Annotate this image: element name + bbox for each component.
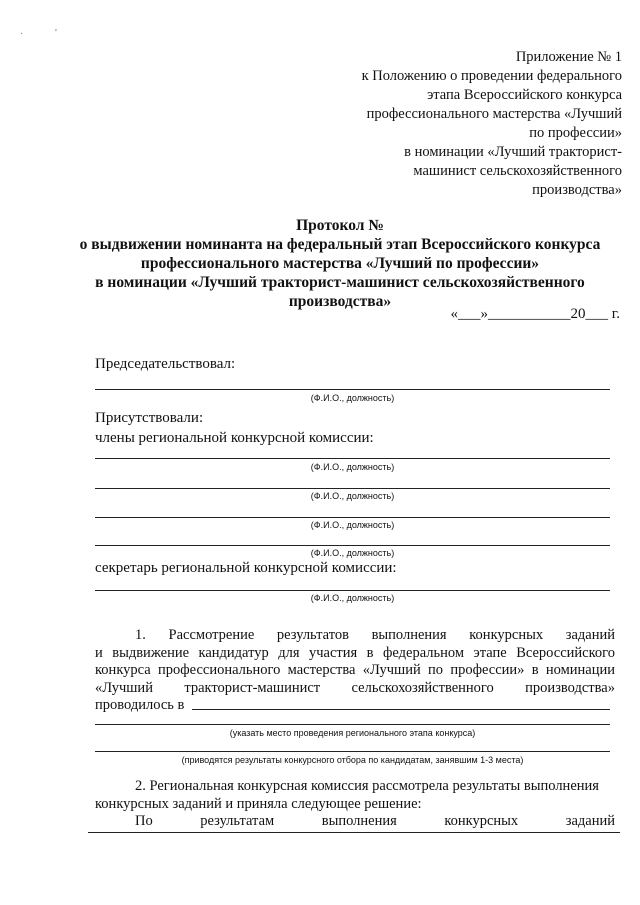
title-line: производства»: [288, 293, 392, 310]
section-1-line: и выдвижение кандидатур для участия в федеральном этапе Всероссийского: [95, 644, 615, 661]
chairman-fill-line: [95, 389, 610, 390]
section-1-line: проводилось в: [95, 697, 185, 713]
member-fill-line: [95, 545, 610, 546]
member-hint: (Ф.И.О., должность): [310, 548, 395, 558]
appendix-line: по профессии»: [529, 125, 622, 141]
section-1-line: «Лучший тракторист-машинист сельскохозяйственного производства»: [95, 679, 615, 696]
results-fill-line: [95, 751, 610, 752]
chairman-hint: (Ф.И.О., должность): [310, 393, 395, 403]
title-line: в номинации «Лучший тракторист-машинист сельскохозяйственного: [95, 274, 585, 291]
appendix-line: производства»: [532, 182, 622, 198]
results-hint: (приводятся результаты конкурсного отбора по кандидатам, занявшим 1-3 места): [181, 755, 524, 765]
title-line: Протокол №: [296, 217, 384, 234]
section-2-line: конкурсных заданий и приняла следующее решение:: [95, 795, 422, 812]
section-2-line: 2. Региональная конкурсная комиссия рассмотрела результаты выполнения: [135, 778, 599, 794]
appendix-line: профессионального мастерства «Лучший: [366, 106, 622, 122]
place-fill-line-2: [95, 724, 610, 725]
secretary-fill-line: [95, 590, 610, 591]
protocol-date: «___»___________20___ г.: [450, 306, 620, 322]
member-hint: (Ф.И.О., должность): [310, 491, 395, 501]
bottom-rule: [88, 832, 620, 833]
section-1-line: 1. Рассмотрение результатов выполнения конкурсных заданий: [135, 627, 615, 643]
member-fill-line: [95, 517, 610, 518]
member-fill-line: [95, 458, 610, 459]
title-line: о выдвижении номинанта на федеральный этап Всероссийского конкурса: [79, 236, 601, 253]
place-hint: (указать место проведения регионального этапа конкурса): [229, 728, 476, 738]
secretary-hint: (Ф.И.О., должность): [310, 593, 395, 603]
title-line: профессионального мастерства «Лучший по профессии»: [140, 255, 540, 272]
appendix-line: в номинации «Лучший тракторист-: [404, 144, 622, 160]
member-hint: (Ф.И.О., должность): [310, 520, 395, 530]
appendix-line: этапа Всероссийского конкурса: [427, 87, 622, 103]
section-1-line: конкурса профессионального мастерства «Лучший по профессии» в номинации: [95, 662, 615, 678]
appendix-line: к Положению о проведении федерального: [361, 68, 622, 84]
section-1-paragraph: [95, 627, 615, 715]
corner-mark-left: ·: [20, 28, 24, 39]
member-hint: (Ф.И.О., должность): [310, 462, 395, 472]
secretary-label: секретарь региональной конкурсной комиссии:: [95, 560, 397, 576]
section-2-paragraph: [95, 778, 615, 831]
members-label: члены региональной конкурсной комиссии:: [95, 430, 374, 446]
section-2-line: По результатам выполнения конкурсных заданий: [135, 813, 615, 829]
place-fill-line: [192, 709, 610, 710]
member-fill-line: [95, 488, 610, 489]
present-label: Присутствовали:: [95, 410, 204, 426]
corner-mark-right: ': [55, 28, 57, 39]
appendix-header: [322, 48, 622, 200]
appendix-line: машинист сельскохозяйственного: [413, 163, 622, 179]
appendix-line: Приложение № 1: [515, 49, 622, 65]
chairman-label: Председательствовал:: [95, 356, 236, 372]
protocol-title: [60, 216, 620, 311]
